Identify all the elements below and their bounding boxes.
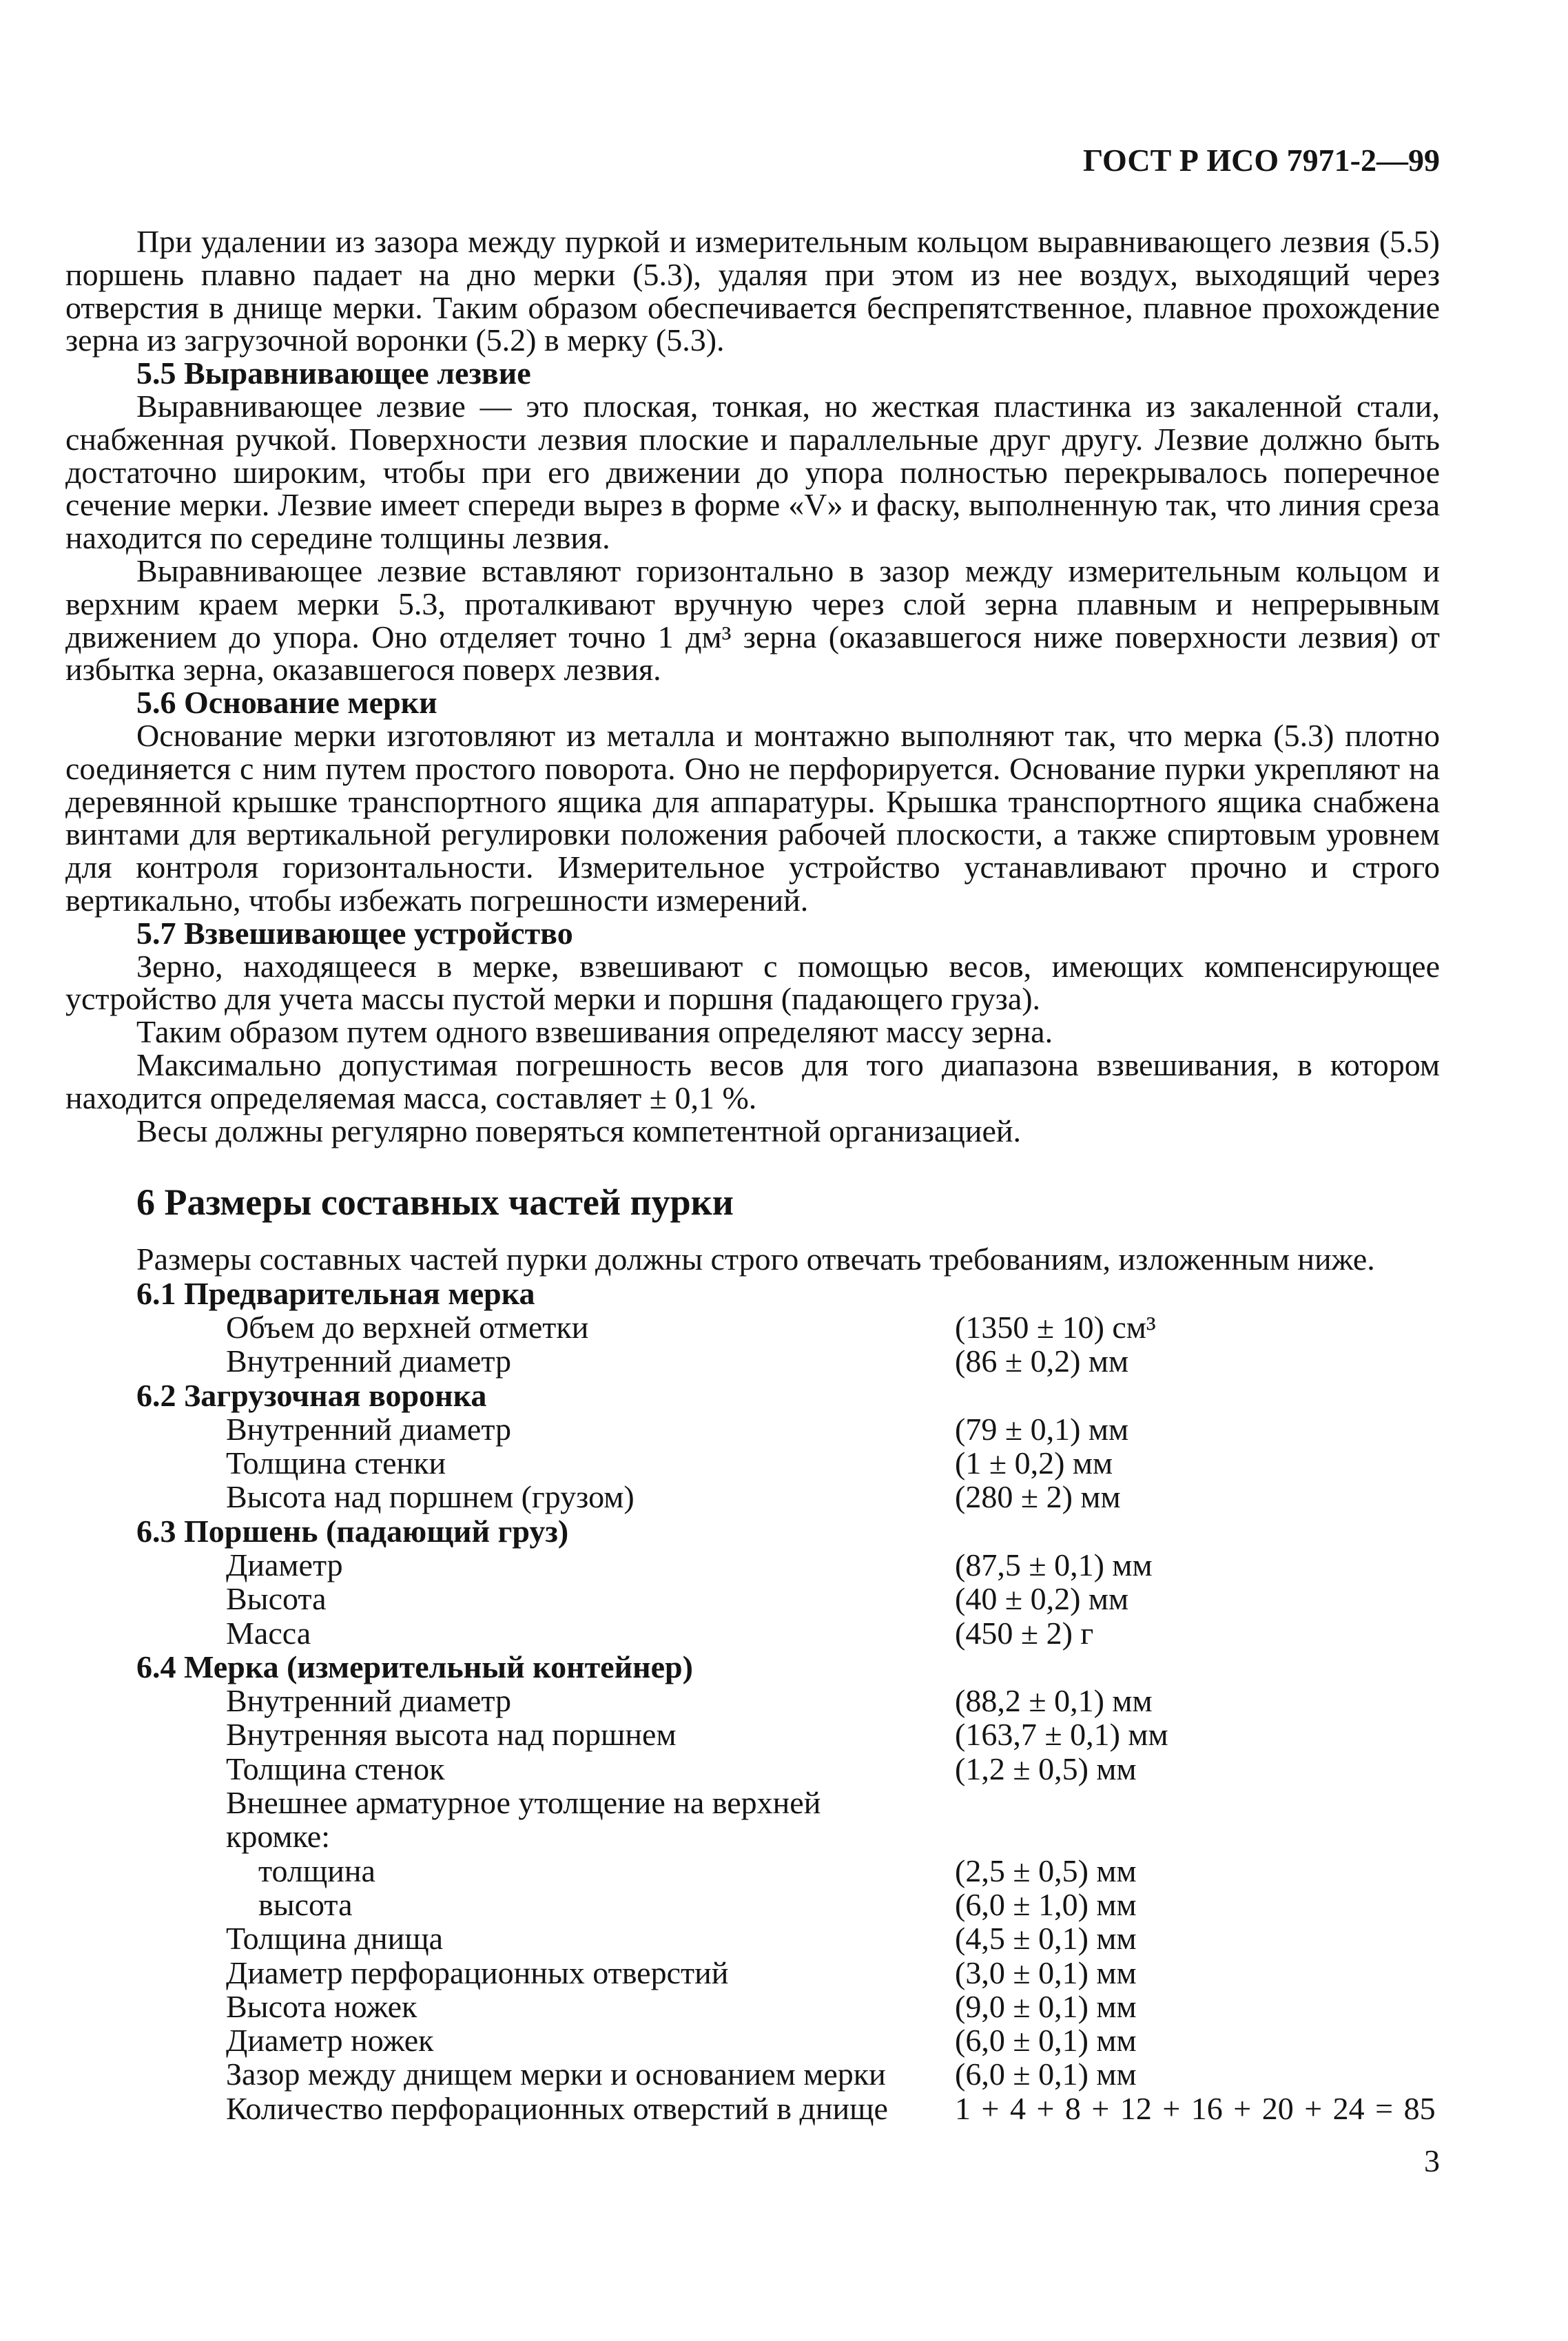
dimension-subrow (65, 1854, 1440, 1888)
intro-paragraph: При удалении из зазора между пуркой и измерительным кольцом выравнивающего лезвия (5.5) поршень плавно падает на дно мерки (5.3), удаляя при этом из нее воздух, выходящий через отверстия в днище мерки. Таким образом обеспечивается беспрепятственное, плавное прохождение зерна из загрузочной воронки (5.2) в мерку (5.3). (65, 224, 1440, 358)
subsection-number: 5.6 (136, 685, 176, 721)
dimension-row (65, 1446, 1440, 1480)
paragraph: Весы должны регулярно поверяться компетентной организацией. (136, 1113, 1022, 1148)
dimension-row (65, 1684, 1440, 1718)
dimension-group-number: 6.2 (136, 1377, 176, 1413)
subsection-heading (65, 686, 1440, 719)
dimension-row (65, 1990, 1440, 2023)
dimension-label: Высота (226, 1581, 327, 1617)
dimension-row (65, 1548, 1440, 1582)
dimension-group-title: Поршень (падающий груз) (184, 1513, 569, 1549)
paragraph: Таким образом путем одного взвешивания определяют массу зерна. (136, 1014, 1053, 1050)
dimension-row (65, 1344, 1440, 1378)
paragraph: Основание мерки изготовляют из металла и монтажно выполняют так, что мерка (5.3) плотно соединяется с ним путем простого поворота. Оно не перфорируется. Основание пурки укрепляют на деревянной крышке транспортного ящика для аппаратуры. Крышка транспортного ящика снабжена винтами для вертикальной регулировки положения рабочей плоскости, а также спиртовым уровнем для контроля горизонтальности. Измерительное устройство устанавливают прочно и строго вертикально, чтобы избежать погрешности измерений. (65, 717, 1440, 918)
dimension-label: Внешнее арматурное утолщение на верхней (226, 1785, 821, 1821)
paragraph: Выравнивающее лезвие — это плоская, тонкая, но жесткая пластинка из закаленной стали, снабженная ручкой. Поверхности лезвия плоские и параллельные друг другу. Лезвие должно быть достаточно широким, чтобы при его движении до упора полностью перекрывалось поперечное сечение мерки. Лезвие имеет спереди вырез в форме «V» и фаску, выполненную так, что линия среза находится по середине толщины лезвия. (65, 388, 1440, 556)
dimension-label: Толщина стенок (226, 1751, 445, 1786)
subsection-title: Основание мерки (184, 685, 437, 721)
dimension-row (65, 1752, 1440, 1786)
dimension-group-heading (65, 1379, 1440, 1412)
dimension-label: Высота ножек (226, 1988, 417, 2024)
dimension-value: (280 ± 2) мм (955, 1479, 1121, 1515)
dimensions-list (65, 1242, 1440, 2125)
section-intro: Размеры составных частей пурки должны строго отвечать требованиям, изложенным ниже. (136, 1241, 1375, 1277)
dimension-label: Диаметр перфорационных отверстий (226, 1955, 729, 1990)
dimension-label: Объем до верхней отметки (226, 1309, 589, 1345)
dimension-label: кромке: (226, 1819, 330, 1855)
dimension-row (65, 1412, 1440, 1446)
dimension-value: (2,5 ± 0,5) мм (955, 1853, 1137, 1888)
dimension-value: (9,0 ± 0,1) мм (955, 1988, 1137, 2024)
dimension-label: Зазор между днищем мерки и основанием мерки (226, 2056, 886, 2092)
dimension-value: (6,0 ± 0,1) мм (955, 2056, 1137, 2092)
subsection-number: 5.5 (136, 355, 176, 391)
dimension-row (65, 1582, 1440, 1616)
dimension-value: (1,2 ± 0,5) мм (955, 1751, 1137, 1786)
dimension-group-title: Мерка (измерительный контейнер) (184, 1649, 693, 1684)
section-title: Размеры составных частей пурки (164, 1182, 734, 1224)
dimension-value: (6,0 ± 0,1) мм (955, 2023, 1137, 2059)
dimension-value: (6,0 ± 1,0) мм (955, 1886, 1137, 1922)
dimension-row (65, 1921, 1440, 1955)
dimension-value: (87,5 ± 0,1) мм (955, 1547, 1153, 1582)
dimension-group-number: 6.1 (136, 1275, 176, 1311)
section-heading (65, 1182, 1440, 1224)
dimension-group-heading (65, 1650, 1440, 1684)
dimension-label: Внутренний диаметр (226, 1343, 511, 1379)
dimension-label: Диаметр (226, 1547, 343, 1582)
dimension-label: Толщина стенки (226, 1445, 446, 1481)
dimension-group-number: 6.3 (136, 1513, 176, 1549)
subsection-heading (65, 917, 1440, 950)
dimension-value: (86 ± 0,2) мм (955, 1343, 1129, 1379)
dimension-label: Высота над поршнем (грузом) (226, 1479, 635, 1515)
dimension-row-heading-line (65, 1786, 1440, 1819)
dimension-sublabel: высота (258, 1886, 353, 1922)
dimension-group (65, 1650, 1440, 2125)
dimension-row (65, 1956, 1440, 1990)
dimension-value: (1350 ± 10) см³ (955, 1309, 1156, 1345)
subsection-title: Выравнивающее лезвие (184, 355, 531, 391)
dimension-label: Диаметр ножек (226, 2023, 434, 2059)
page-number: 3 (1424, 2143, 1440, 2179)
dimension-row (65, 1718, 1440, 1751)
dimension-group (65, 1277, 1440, 1379)
dimension-value: (1 ± 0,2) мм (955, 1445, 1113, 1481)
subsection-title: Взвешивающее устройство (184, 915, 573, 951)
dimension-group-heading (65, 1514, 1440, 1548)
dimension-row (65, 1616, 1440, 1650)
paragraph: Зерно, находящееся в мерке, взвешивают с помощью весов, имеющих компенсирующее устройство для учета массы пустой мерки и поршня (падающего груза). (65, 948, 1440, 1017)
dimension-value: (88,2 ± 0,1) мм (955, 1683, 1153, 1719)
paragraph: Максимально допустимая погрешность весов для того диапазона взвешивания, в котором находится определяемая масса, составляет ± 0,1 %. (65, 1046, 1440, 1115)
dimension-label: Количество перфорационных отверстий в днище (226, 2090, 888, 2126)
subsection-number: 5.7 (136, 915, 176, 951)
dimension-row (65, 1310, 1440, 1344)
dimension-label: Внутренний диаметр (226, 1411, 511, 1447)
dimension-row (65, 1480, 1440, 1514)
dimension-label: Толщина днища (226, 1921, 444, 1957)
dimension-row (65, 2057, 1440, 2091)
dimension-row (65, 2023, 1440, 2057)
dimension-subrow (65, 1888, 1440, 1921)
dimension-value: (163,7 ± 0,1) мм (955, 1717, 1168, 1753)
dimension-sublabel: толщина (258, 1853, 375, 1888)
dimension-value: (4,5 ± 0,1) мм (955, 1921, 1137, 1957)
dimension-group-heading (65, 1277, 1440, 1310)
dimension-value: (3,0 ± 0,1) мм (955, 1955, 1137, 1990)
dimension-value: (79 ± 0,1) мм (955, 1411, 1129, 1447)
dimension-label: Внутренний диаметр (226, 1683, 511, 1719)
dimension-value: (40 ± 0,2) мм (955, 1581, 1129, 1617)
dimension-value: 1 + 4 + 8 + 12 + 16 + 20 + 24 = 85 (955, 2090, 1436, 2126)
dimension-group-title: Предварительная мерка (184, 1275, 535, 1311)
dimension-group-title: Загрузочная воронка (184, 1377, 487, 1413)
document-code-header: ГОСТ Р ИСО 7971-2—99 (1082, 143, 1440, 178)
dimension-group (65, 1379, 1440, 1514)
dimension-group (65, 1514, 1440, 1650)
dimension-row (65, 2092, 1440, 2125)
dimension-group-number: 6.4 (136, 1649, 176, 1684)
page-body (65, 225, 1440, 2178)
dimension-label: Масса (226, 1615, 311, 1651)
dimension-label: Внутренняя высота над поршнем (226, 1717, 677, 1753)
section-number: 6 (136, 1182, 155, 1224)
paragraph: Выравнивающее лезвие вставляют горизонтально в зазор между измерительным кольцом и верхним краем мерки 5.3, проталкивают вручную через слой зерна плавным и непрерывным движением до упора. Оно отделяет точно 1 дм³ зерна (оказавшегося ниже поверхности лезвия) от избытка зерна, оказавшегося поверх лезвия. (65, 553, 1440, 688)
subsection-heading (65, 357, 1440, 390)
dimension-value: (450 ± 2) г (955, 1615, 1094, 1651)
dimension-row-heading-line (65, 1819, 1440, 1853)
